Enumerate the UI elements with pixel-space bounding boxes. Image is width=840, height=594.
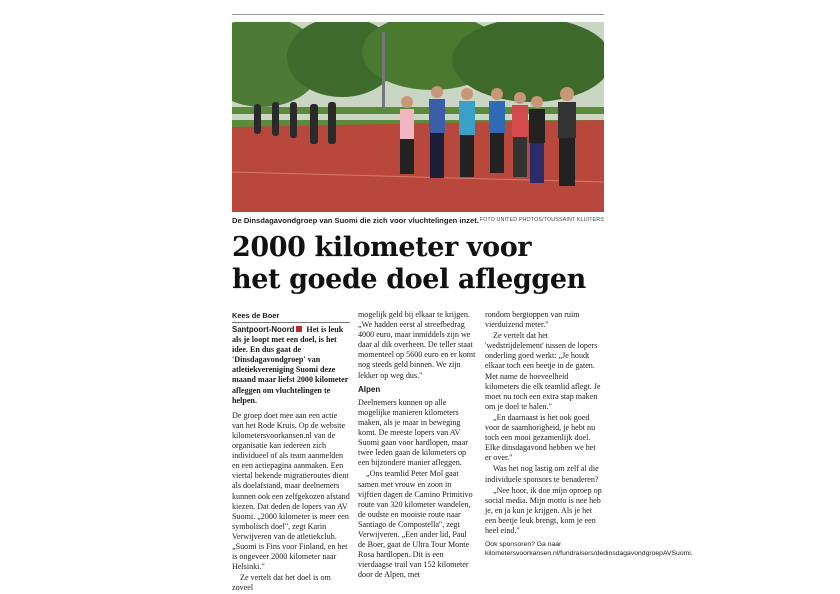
- body-paragraph: De groep doet mee aan een actie van het Rode Kruis. Op de website kilometersvoorkansen.nl van de organisatie kan iedereen zich individueel of als team aanmelden en een actiepagina aanmaken. Een viertal bekende migratieroutes dient als doelafstand, maar deelnemers kunnen ook een zelfgekozen afstand kiezen. Dat deden de lopers van AV Suomi. „2000 kilometer is meer een symbolisch doel", zegt Karin Verwijveren van de atletiekclub. „Suomi is Fins voor Finland, en het is ongeveer 2000 kilometer naar Helsinki.": [232, 410, 350, 572]
- article-column-2: [358, 310, 476, 581]
- body-paragraph: mogelijk geld bij elkaar te krijgen. „We hadden eerst al streefbedrag 4000 euro, maar inmiddels zijn we daar al dik overheen. De teller staat momenteel op 5600 euro en er komt nog steeds geld binnen. We zijn lekker op weg dus.": [358, 310, 476, 380]
- article-column-1: [232, 325, 350, 594]
- lead-paragraph: [232, 325, 350, 406]
- headline-line-2: het goede doel afleggen: [232, 264, 586, 295]
- lead-text: Het is leuk als je loopt met een doel, is het idee. En dus gaat de 'Dinsdagavondgroep' van atletiekvereniging Suomi deze maand maar liefst 2000 kilometer afleggen om vluchtelingen te helpen.: [232, 325, 349, 405]
- body-paragraph: Deelnemers kunnen op alle mogelijke manieren kilometers maken, als je maar in beweging komt. De meeste lopers van AV Suomi gaan voor hardlopen, maar twee leden gaan de kilometers op een bijzondere manier afleggen.: [358, 397, 468, 468]
- subhead-alpen: Alpen: [358, 384, 381, 394]
- red-square-icon: [296, 326, 302, 332]
- article-photo: [232, 22, 604, 212]
- top-rule: [232, 14, 604, 15]
- dateline-place: Santpoort-Noord: [232, 325, 295, 334]
- photo-credit: FOTO UNITED PHOTOS/TOUSSAINT KLUITERS: [479, 217, 604, 223]
- body-paragraph: Ze vertelt dat het doel is om zoveel: [232, 573, 331, 593]
- article-column-3: [485, 310, 693, 559]
- byline: Kees de Boer: [232, 311, 350, 323]
- body-paragraph: „Nee hoor, ik doe mijn oproep op social media. Mijn motto is nee heb je, en ja kun je krijgen. Als je het een beetje leuk brengt, kom je een heel eind.": [485, 485, 602, 535]
- sponsor-note: Ook sponsoren? Ga naar kilometersvoorkansen.nl/fundraisers/dedinsdagavondgroepAVSuomi.: [485, 541, 693, 558]
- headline: [232, 232, 612, 296]
- headline-line-1: 2000 kilometer voor: [232, 232, 532, 263]
- body-paragraph: Ze vertelt dat het 'wedstrijdelement' tussen de lopers onderling goed werkt: „Je houdt elkaar toch een beetje in de gaten. Met name de hoeveelheid kilometers die elk teamlid aflegt. Je moet nu toch een extra stap maken om je doel te halen.": [485, 331, 601, 411]
- body-paragraph: „Ons teamlid Peter Mol gaat samen met vrouw en zoon in vijftien dagen de Camino Primitivo route van 320 kilometer wandelen, de oudste en mooiste route naar Santiago de Compostella", zegt Verwijveren. „Een ander lid, Paul de Boer, gaat de Ultra Tour Monte Rosa hardlopen. Dit is een vierdaagse trail van 152 kilometer door de Alpen, met: [358, 469, 473, 580]
- runners-photo-illustration: [232, 22, 604, 212]
- body-paragraph: „En daarnaast is het ook goed voor de saamhorigheid, je hebt nu toch een mooi gezamenlijk doel. Elke dinsdagavond hebben we het er over.": [485, 412, 596, 463]
- body-paragraph: rondom bergtoppen van ruim vierduizend meter.": [485, 310, 580, 330]
- caption-row: [232, 216, 604, 230]
- photo-caption: De Dinsdagavondgroep van Suomi die zich voor vluchtelingen inzet.: [232, 216, 479, 225]
- body-paragraph: Was het nog lastig om zelf al die individuele sponsors te benaderen?: [485, 464, 599, 484]
